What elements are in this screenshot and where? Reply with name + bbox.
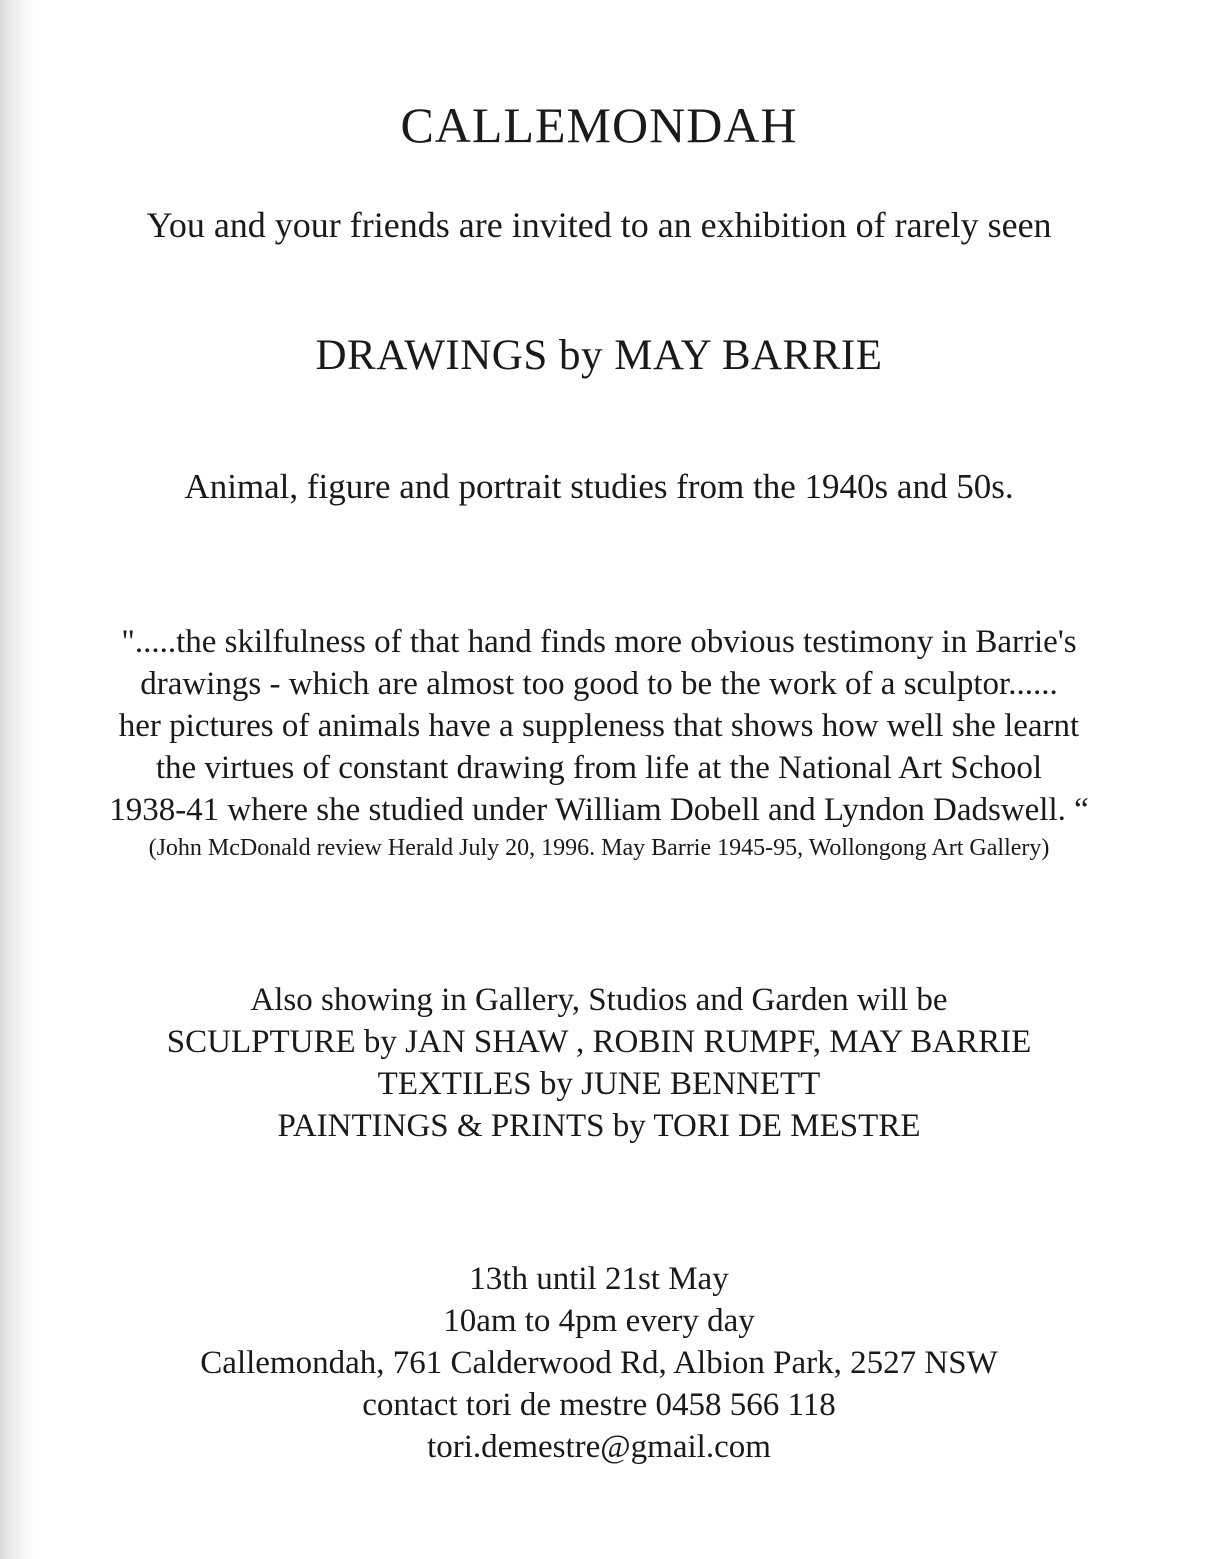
also-showing-item: TEXTILES by JUNE BENNETT [377,1066,821,1102]
contact-phone: contact tori de mestre 0458 566 118 [362,1387,836,1423]
quote-line: her pictures of animals have a suppleness that shows how well she learnt [118,708,1080,744]
contact-email: tori.demestre@gmail.com [427,1429,771,1465]
exhibition-title: DRAWINGS by MAY BARRIE [315,332,883,379]
also-showing-item: PAINTINGS & PRINTS by TORI DE MESTRE [277,1108,921,1144]
venue-title: CALLEMONDAH [400,97,798,153]
event-dates: 13th until 21st May [469,1261,729,1297]
exhibition-subtitle: Animal, figure and portrait studies from the 1940s and 50s. [184,467,1014,506]
review-quote [0,621,1198,865]
quote-line: ".....the skilfulness of that hand finds more obvious testimony in Barrie's [121,624,1077,660]
also-showing-section [0,979,1198,1147]
quote-citation: (John McDonald review Herald July 20, 1996. May Barrie 1945-95, Wollongong Art Gallery) [148,835,1050,861]
event-hours: 10am to 4pm every day [443,1303,755,1339]
also-showing-intro: Also showing in Gallery, Studios and Garden will be [250,982,948,1018]
event-address: Callemondah, 761 Calderwood Rd, Albion Park, 2527 NSW [200,1345,998,1381]
event-details [0,1258,1198,1468]
quote-line: the virtues of constant drawing from life at the National Art School [155,750,1043,786]
quote-line: drawings - which are almost too good to be the work of a sculptor...... [140,666,1058,702]
also-showing-item: SCULPTURE by JAN SHAW , ROBIN RUMPF, MAY BARRIE [166,1024,1032,1060]
invitation-text: You and your friends are invited to an exhibition of rarely seen [146,205,1052,245]
quote-line: 1938-41 where she studied under William Dobell and Lyndon Dadswell. “ [109,792,1089,828]
